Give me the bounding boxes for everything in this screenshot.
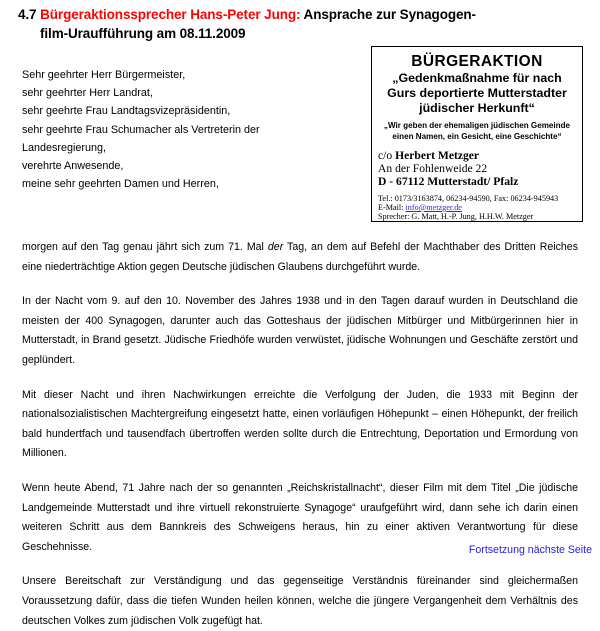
paragraph-3: Mit dieser Nacht und ihren Nachwirkungen erreichte die Verfolgung der Juden, die 1933 mit Beginn der nationalsozialistischen Machtergreifung eingesetzt hatte, einen vorläufigen Höhepunkt – einen Höhepunkt, der freilich bald hundertfach und tausendfach übertroffen werden sollte durch die Entrechtung, Deportation und Ermordung von Millionen. [22, 388, 578, 460]
address-contact-person [378, 149, 576, 162]
paragraph-2: In der Nacht vom 9. auf den 10. November des Jahres 1938 und in den Tagen darauf wurden in Deutschland die meisten der 400 Synagogen, darunter auch das Gotteshaus der jüdischen Mitbürger und Mitbürgerinnen hier in Mutterstadt, in Brand gesetzt. Jüdische Friedhöfe wurden verwüstet, jüdische Wohnungen und Geschäfte zerstört und geplündert. [22, 295, 578, 366]
paragraph-1-part-b: Tag, an dem auf Befehl der Machthaber des Dritten Reiches eine niederträchtige Aktion gegen Deutsche jüdischen Glaubens durchgeführt wurde. [22, 241, 578, 273]
organisation-motto-line: einen Namen, ein Gesicht, eine Geschichte“ [392, 131, 562, 141]
contact-telephone: Tel.: 0173/3163874, 06234-94590, Fax: 06234-945943 [378, 193, 559, 203]
salutation-line: sehr geehrte Frau Schumacher als Vertreterin der [22, 123, 260, 136]
salutation-block [22, 66, 362, 193]
address-name: Herbert Metzger [395, 149, 480, 162]
section-number: 4.7 [18, 7, 37, 22]
salutation-line: meine sehr geehrten Damen und Herren, [22, 178, 219, 191]
salutation-line: verehrte Anwesende, [22, 160, 124, 173]
speech-body [22, 238, 578, 631]
contact-email-row [378, 203, 576, 212]
continuation-note: Fortsetzung nächste Seite [468, 544, 592, 556]
organisation-subtitle-line: Gurs deportierte Mutterstadter [387, 86, 567, 100]
organisation-motto-line: „Wir geben der ehemaligen jüdischen Gemeinde [383, 121, 571, 130]
contact-email-label: E-Mail: [378, 203, 406, 213]
contact-speakers: Sprecher: G. Matt, H.-P. Jung, H.H.W. Metzger [378, 212, 534, 222]
organisation-name: BÜRGERAKTION [411, 53, 543, 70]
address-co-prefix: c/o [378, 149, 396, 162]
organisation-address [378, 149, 576, 189]
salutation-line: Sehr geehrter Herr Bürgermeister, [22, 69, 186, 81]
page-title [18, 6, 582, 43]
organisation-subtitle-line: jüdischer Herkunft“ [419, 101, 535, 115]
section-title-speaker: Bürgeraktionssprecher Hans-Peter Jung: [40, 7, 301, 22]
salutation-line: sehr geehrte Frau Landtagsvizepräsidentin, [22, 105, 231, 118]
salutation-line: Landesregierung, [22, 141, 107, 154]
organisation-subtitle [378, 71, 576, 116]
section-title-subject: Ansprache zur Synagogen- [300, 7, 476, 22]
contact-email-link[interactable]: info@metzger.de [405, 203, 462, 213]
address-city: D - 67112 Mutterstadt/ Pfalz [378, 175, 519, 189]
address-street: An der Fohlenweide 22 [378, 162, 488, 176]
organisation-motto [378, 121, 576, 142]
paragraph-1 [22, 238, 578, 277]
organisation-info-box [371, 46, 583, 222]
organisation-contact [378, 194, 576, 222]
section-title-line2: film-Uraufführung am 08.11.2009 [40, 26, 246, 41]
salutation-line: sehr geehrter Herr Landrat, [22, 87, 153, 100]
paragraph-5: Unsere Bereitschaft zur Verständigung und das gegenseitige Verständnis füreinander sind gleichermaßen Voraussetzung dafür, dass die tiefen Wunden heilen können, welche die jüngere Vergangenheit dem Verhältnis des deutschen Volkes zum jüdischen Volk zugefügt hat. [22, 575, 578, 627]
paragraph-1-part-a: morgen auf den Tag genau jährt sich zum 71. Mal [22, 241, 268, 253]
paragraph-1-emphasis: der [267, 241, 284, 253]
paragraph-4: Wenn heute Abend, 71 Jahre nach der so genannten „Reichskristallnacht“, dieser Film mit dem Titel „Die jüdische Landgemeinde Mutterstadt und ihre virtuell rekonstruierte Synagoge“ uraufgeführt wird, dann sehe ich darin einen weiteren Schritt aus dem Bannkreis des Schweigens heraus, hin zu einer aktiven Verantwortung für diese Geschehnisse. [22, 481, 578, 553]
organisation-subtitle-line: „Gedenkmaßnahme für nach [392, 71, 562, 85]
